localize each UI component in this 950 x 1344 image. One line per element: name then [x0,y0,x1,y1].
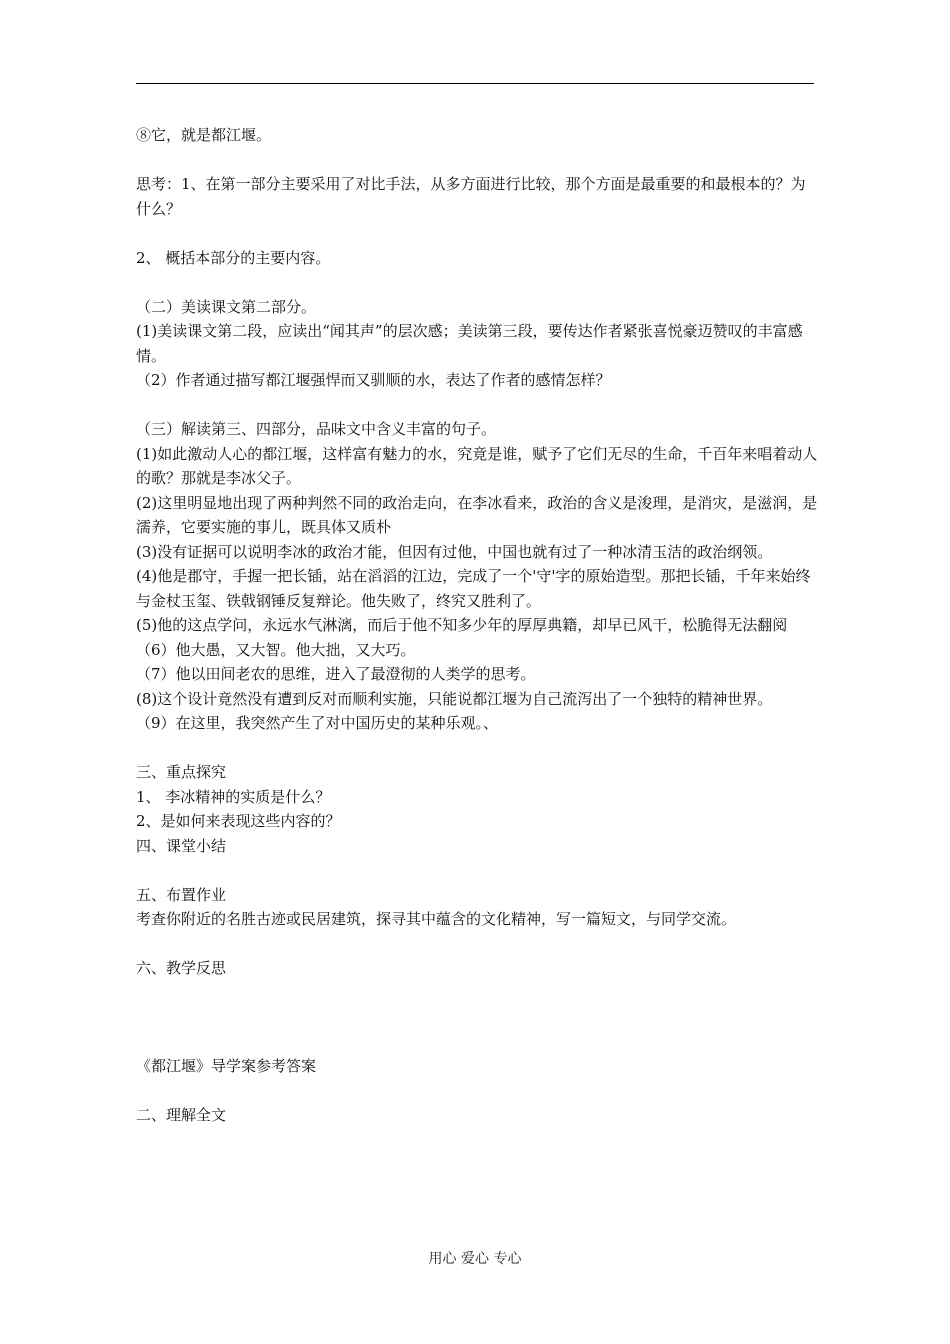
list-item: （6）他大愚，又大智。他大拙，又大巧。 [136,640,416,659]
list-item: (4)他是郡守，手握一把长锸，站在滔滔的江边，完成了一个'守'字的原始造型。那把长锸，千年来始终与金杖玉玺、铁戟钢锤反复辩论。他失败了，终究又胜利了。 [136,567,811,610]
paragraph: ⑧它，就是都江堰。 [136,126,272,144]
section-heading: 四、课堂小结 [136,836,227,855]
list-item: 1、 李冰精神的实质是什么？ [136,787,331,806]
list-item: 2、是如何来表现这些内容的？ [136,812,341,830]
paragraph: 考查你附近的名胜古迹或民居建筑，探寻其中蕴含的文化精神，写一篇短文，与同学交流。 [136,910,737,928]
section-heading: 二、理解全文 [136,1106,227,1124]
list-item: （7）他以田间老农的思维，进入了最澄彻的人类学的思考。 [136,665,536,683]
page-footer: 用心 爱心 专心 [428,1251,522,1267]
list-item: （9）在这里，我突然产生了对中国历史的某种乐观。、 [136,714,499,732]
list-item: (3)没有证据可以说明李冰的政治才能，但因有过他，中国也就有过了一种冰清玉洁的政治纲领。 [136,542,773,561]
list-item: (8)这个设计竟然没有遭到反对而顺利实施，只能说都江堰为自己流泻出了一个独特的精神世界。 [136,689,773,708]
list-item: （2）作者通过描写都江堰强悍而又驯顺的水，表达了作者的感情怎样？ [136,371,611,389]
section-heading: （三）解读第三、四部分，品味文中含义丰富的句子。 [136,420,497,438]
section-heading: （二）美读课文第二部分。 [136,297,317,316]
section-heading: 六、教学反思 [136,959,227,977]
section-heading: 五、布置作业 [136,885,227,904]
header-rule [136,83,814,84]
list-item: (2)这里明显地出现了两种判然不同的政治走向，在李冰看来，政治的含义是浚理，是消灾，是滋润，是濡养，它要实施的事儿，既具体又质朴 [136,493,818,536]
question-2: 2、 概括本部分的主要内容。 [136,248,331,267]
list-item: (5)他的这点学问，永远水气淋漓，而后于他不知多少年的厚厚典籍，却早已风干，松脆得无法翻阅 [136,616,788,634]
list-item: (1)美读课文第二段，应读出“闻其声”的层次感；美读第三段，要传达作者紧张喜悦豪迈赞叹的丰富感情。 [136,322,803,365]
section-heading: 三、重点探究 [136,763,227,781]
list-item: (1)如此激动人心的都江堰，这样富有魅力的水，究竟是谁，赋予了它们无尽的生命，千百年来唱着动人的歌？那就是李冰父子。 [136,444,818,487]
question-1: 思考：1、在第一部分主要采用了对比手法，从多方面进行比较，那个方面是最重要的和最根本的？为什么？ [136,175,806,218]
document-body [136,123,818,1128]
answer-title: 《都江堰》导学案参考答案 [136,1057,317,1075]
